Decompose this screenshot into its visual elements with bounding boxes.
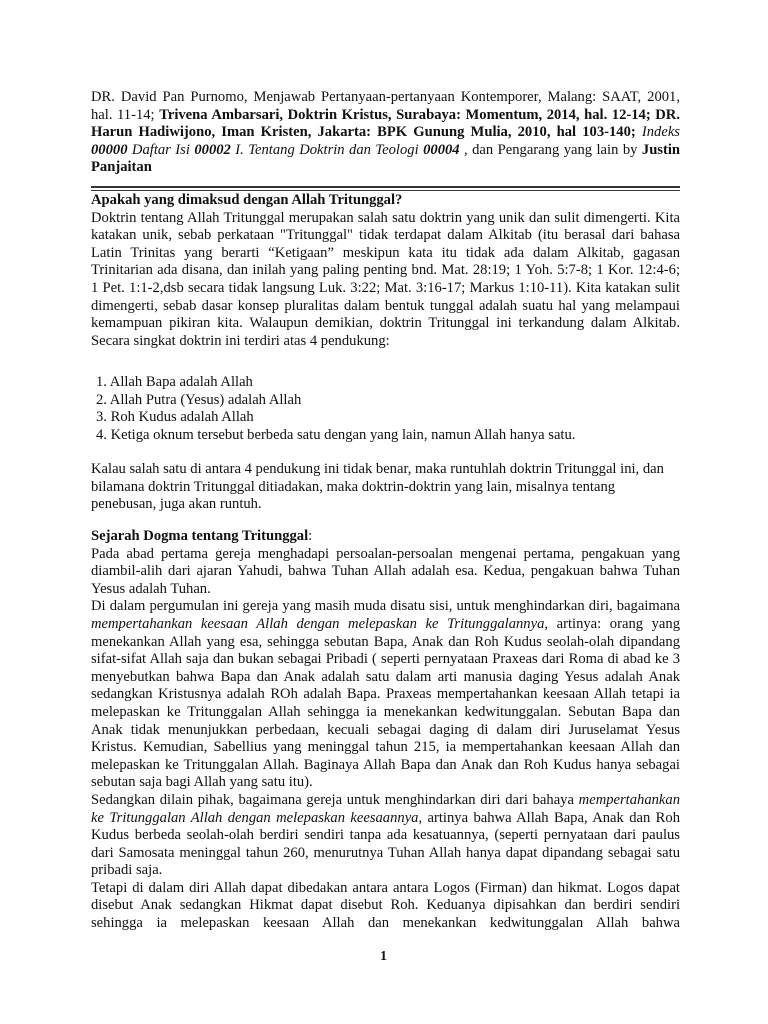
double-divider: [91, 186, 680, 191]
text: Di dalam pergumulan ini gereja yang masih muda disatu sisi, untuk menghindarkan diri, bagaimana: [91, 598, 680, 615]
list-item: 4. Ketiga oknum tersebut berbeda satu dengan yang lain, namun Allah hanya satu.: [96, 426, 576, 443]
emphasis: mempertahankan ke Tritunggalan Allah dengan melepaskan keesaannya: [91, 791, 680, 826]
section-2: [91, 528, 680, 933]
author-name: Justin Panjaitan: [91, 141, 681, 176]
index-page: 00000: [91, 141, 128, 158]
paragraph: [91, 792, 680, 880]
toc-page: 00002: [194, 141, 231, 158]
list-item: 2. Allah Putra (Yesus) adalah Allah: [96, 391, 302, 408]
paragraph: [91, 598, 680, 792]
index-label: Indeks: [635, 124, 680, 141]
text: , artinya: orang yang menekankan Allah yang esa, sehingga sebutan Bapa, Anak dan Roh Kudus seolah-olah dipandang sifat-sifat Allah saja dan bukan sebagai Pribadi ( seperti pernyataan Praxeas dari Roma di abad ke 3 menyebutkan bahwa Bapa dan Anak adalah satu dalam arti manusia daging Yesus adalah Anak sedangkan Kristusnya adalah ROh adalah Bapa. Praxeas mempertahankan keesaan Allah tetapi ia melepaskan ke Tritunggalan Allah sehingga ia menekankan kedwitunggalan. Sebutan Bapa dan Anak tidak menunjukkan perbedaan, kecuali sebagai daging di dalam diri Juruselamat Yesus Kristus. Kemudian, Sabellius yang meninggal tahun 215, ia mempertahankan keesaan Allah dan melepaskan ke Tritunggalan Allah. Baginaya Allah Bapa dan Anak dan Roh Kudus hanya sebagai sebutan saja bagi Allah yang satu itu).: [91, 615, 681, 791]
doctrine-list: [96, 374, 575, 444]
toc-label: Daftar Isi: [127, 141, 195, 158]
heading-colon: :: [308, 528, 313, 544]
list-item: 1. Allah Bapa adalah Allah: [96, 374, 253, 390]
text: Sedangkan dilain pihak, bagaimana gereja untuk menghindarkan diri dari bahaya: [91, 791, 579, 808]
chapter-page: 00004: [423, 141, 460, 158]
chapter-label: I. Tentang Doktrin dan Teologi: [230, 141, 424, 158]
reference-text: DR. David Pan Purnomo, Menjawab Pertanyaan-pertanyaan Kontemporer, Malang: SAAT, 2001, hal. 11-14;: [91, 89, 680, 123]
reference-text: , dan Pengarang yang lain by: [459, 141, 642, 158]
emphasis: mempertahankan keesaan Allah dengan melepaskan ke Tritunggalannya: [91, 615, 545, 632]
text: , artinya bahwa Allah Bapa, Anak dan Roh Kudus berbeda seolah-olah berdiri sendiri tanpa ada kesatuannya, (seperti pernyataan dari paulus dari Samosata meninggal tahun 260, menurutnya Tuhan Allah hanya dapat dipandang sebagai satu pribadi saja.: [91, 809, 681, 879]
paragraph: Doktrin tentang Allah Tritunggal merupakan salah satu doktrin yang unik dan sulit dimengerti. Kita katakan unik, sebab perkataan "Tritunggal" tidak terdapat dalam Alkitab (itu berasal dari bahasa Latin Trinitas yang berarti “Ketigaan” meskipun kata itu tidak ada dalam Alkitab, gagasan Trinitarian ada disana, dan inilah yang paling penting bnd. Mat. 28:19; 1 Yoh. 5:7-8; 1 Kor. 12:4-6; 1 Pet. 1:1-2,dsb secara tidak langsung Luk. 3:22; Mat. 3:16-17; Markus 1:10-11). Kita katakan sulit dimengerti, sebab dasar konsep pluralitas dalam bentuk tunggal adalah suatu hal yang melampaui kemampuan pikiran kita. Walaupun demikian, doktrin Tritunggal ini terkandung dalam Alkitab. Secara singkat doktrin ini terdiri atas 4 pendukung:: [91, 209, 680, 349]
reference-block: [91, 89, 680, 177]
list-item: 3. Roh Kudus adalah Allah: [96, 409, 254, 426]
paragraph: Pada abad pertama gereja menghadapi persoalan-persoalan mengenai pertama, pengakuan yang diambil-alih dari ajaran Yahudi, bahwa Tuhan Allah adalah esa. Kedua, pengakuan bahwa Tuhan Yesus adalah Tuhan.: [91, 545, 680, 597]
paragraph: Kalau salah satu di antara 4 pendukung ini tidak benar, maka runtuhlah doktrin Tritunggal ini, dan bilamana doktrin Tritunggal ditiadakan, maka doktrin-doktrin yang lain, misalnya tentang penebusan, juga akan runtuh.: [91, 461, 664, 513]
paragraph: Tetapi di dalam diri Allah dapat dibedakan antara antara Logos (Firman) dan hikmat. Logos dapat disebut Anak sedangkan Hikmat dapat disebut Roh. Keduanya dipisahkan dan berdiri sendiri sehingga ia melepaskan keesaan Allah dan menekankan kedwitunggalan Allah bahwa: [91, 879, 680, 932]
reference-bold: Trivena Ambarsari, Doktrin Kristus, Surabaya: Momentum, 2014, hal. 12-14; DR. Harun Hadiwijono, Iman Kristen, Jakarta: BPK Gunung Mulia, 2010, hal 103-140;: [91, 106, 680, 141]
section-heading: Apakah yang dimaksud dengan Allah Tritunggal?: [91, 192, 403, 208]
section-heading: Sejarah Dogma tentang Tritunggal: [91, 528, 309, 544]
page-number: 1: [380, 949, 387, 964]
section-1: [91, 192, 680, 350]
